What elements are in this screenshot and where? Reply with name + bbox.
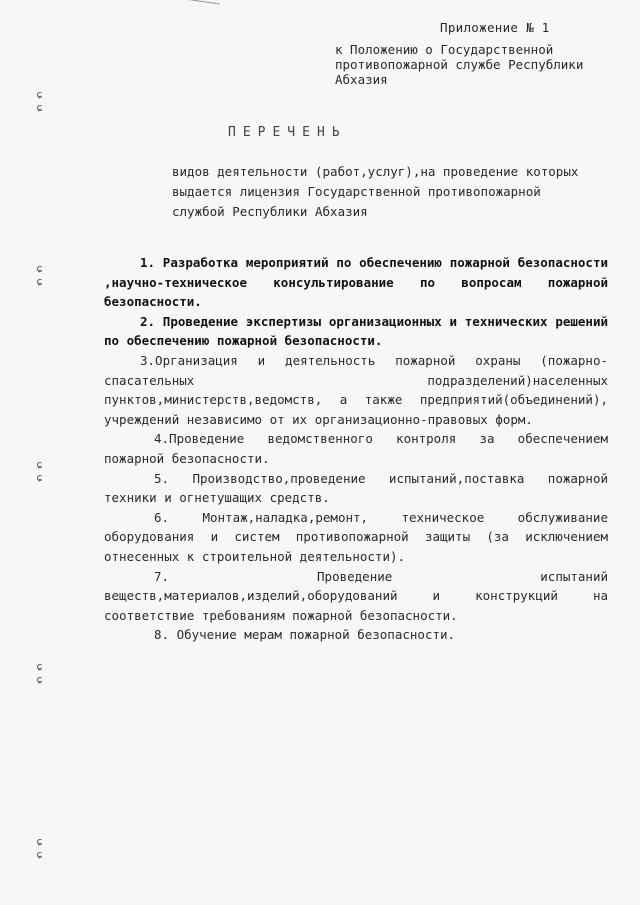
appendix-reference: к Положению о Государственной противопожарной службе Республики Абхазия [335,42,584,87]
binding-hole-mark: ɕ ɕ [36,88,49,114]
list-item: 2. Проведение экспертизы организационных и технических решений по обеспечению пожарной безопасности. [104,313,608,349]
list-item: 6. Монтаж,наладка,ремонт, техническое обслуживание оборудования и систем противопожарной защиты (за исключением отнесенных к строительной деятельности). [104,509,608,564]
list-item: 5. Производство,проведение испытаний,поставка пожарной техники и огнетушащих средств. [104,470,608,506]
scan-mark [170,0,220,10]
list-item: 7. Проведение испытаний веществ,материалов,изделий,оборудований и конструкций на соответствие требованиям пожарной безопасности. [104,568,608,623]
appendix-label: Приложение № 1 [440,20,550,35]
binding-hole-mark: ɕ ɕ [36,458,49,484]
list-item: 4.Проведение ведомственного контроля за обеспечением пожарной безопасности. [104,431,608,466]
activity-list [104,253,608,645]
list-item: 8. Обучение мерам пожарной безопасности. [154,627,456,643]
binding-hole-mark: ɕ ɕ [36,835,49,861]
binding-hole-mark: ɕ ɕ [36,262,49,288]
list-item: 1. Разработка мероприятий по обеспечению пожарной безопасности ,научно-техническое консультирование по вопросам пожарной безопасности. [104,255,608,310]
binding-hole-mark: ɕ ɕ [36,660,49,686]
document-subtitle: видов деятельности (работ,услуг),на проведение которых выдается лицензия Государственной противопожарной службой Республики Абхазия [172,164,579,219]
document-title: ПЕРЕЧЕНЬ [228,125,347,140]
list-item: 3.Организация и деятельность пожарной охраны (пожарно-спасательных подразделений)населенных пунктов,министерств,ведомств, а также предприятий(объединений), учреждений независимо от их организационно-правовых форм. [104,352,608,427]
